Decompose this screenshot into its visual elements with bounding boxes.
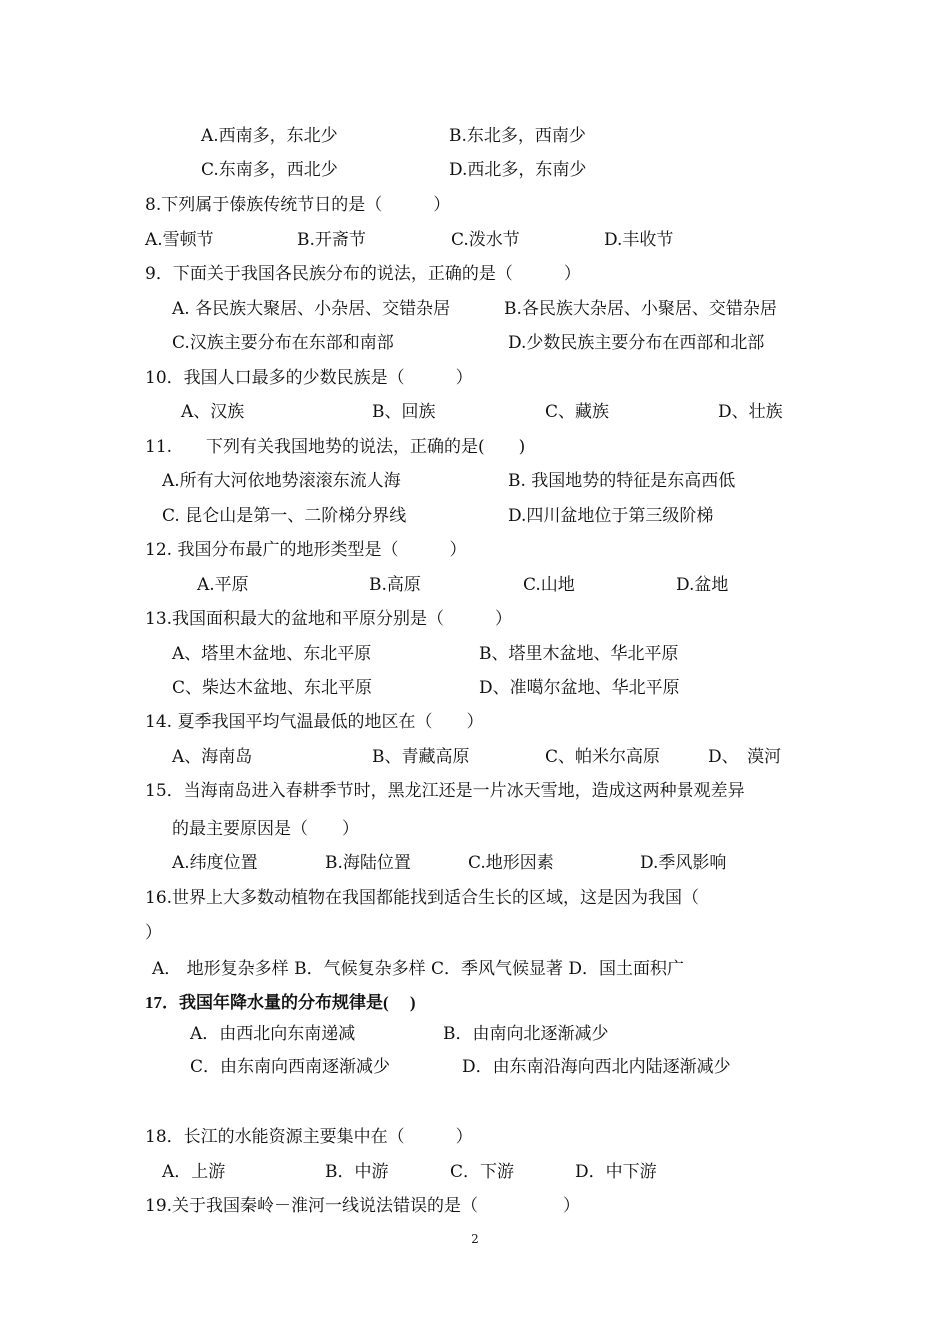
q10-stem: 10．我国人口最多的少数民族是（ ） <box>145 368 473 388</box>
q8-stem: 8.下列属于傣族传统节日的是（ ） <box>145 195 451 215</box>
q13-option-a: A、塔里木盆地、东北平原 <box>172 644 372 664</box>
q12-option-c: C.山地 <box>523 575 575 595</box>
q7-option-b: B.东北多，西南少 <box>449 126 586 146</box>
q15-option-b: B.海陆位置 <box>325 853 411 873</box>
q17-option-b: B．由南向北逐渐减少 <box>443 1024 609 1044</box>
q13-option-b: B、塔里木盆地、华北平原 <box>479 644 679 664</box>
q18-option-b: B．中游 <box>325 1162 389 1182</box>
q10-option-a: A、汉族 <box>181 402 245 422</box>
q16-stem-line1: 16.世界上大多数动植物在我国都能找到适合生长的区域，这是因为我国（ <box>145 888 700 908</box>
q18-option-c: C．下游 <box>450 1162 515 1182</box>
q14-option-b: B、青藏高原 <box>372 747 470 767</box>
q15-option-c: C.地形因素 <box>468 853 554 873</box>
q9-option-c: C.汉族主要分布在东部和南部 <box>172 333 394 353</box>
q17-option-a: A．由西北向东南递减 <box>190 1024 356 1044</box>
q16-stem-line2: ） <box>145 923 162 943</box>
q8-option-b: B.开斋节 <box>297 230 366 250</box>
q7-option-a: A.西南多，东北少 <box>201 126 338 146</box>
q11-option-d: D.四川盆地位于第三级阶梯 <box>508 506 714 526</box>
q16-options: A． 地形复杂多样 B．气候复杂多样 C．季风气候显著 D．国土面积广 <box>152 959 685 979</box>
q14-option-d: D、 漠河 <box>708 747 782 767</box>
q14-option-c: C、帕米尔高原 <box>545 747 661 767</box>
q9-option-d: D.少数民族主要分布在西部和北部 <box>508 333 765 353</box>
q7-option-c: C.东南多，西北少 <box>201 160 338 180</box>
q9-option-a: A. 各民族大聚居、小杂居、交错杂居 <box>172 299 451 319</box>
q10-option-b: B、回族 <box>372 402 436 422</box>
q17-option-d: D．由东南沿海向西北内陆逐渐减少 <box>462 1057 731 1077</box>
q12-option-a: A.平原 <box>197 575 249 595</box>
q17-option-c: C．由东南向西南逐渐减少 <box>190 1057 391 1077</box>
q8-option-d: D.丰收节 <box>604 230 674 250</box>
q10-option-c: C、藏族 <box>545 402 610 422</box>
q19-stem: 19.关于我国秦岭－淮河一线说法错误的是（ ） <box>145 1196 581 1216</box>
q12-option-d: D.盆地 <box>676 575 729 595</box>
q9-stem: 9．下面关于我国各民族分布的说法，正确的是（ ） <box>145 264 581 284</box>
q8-option-a: A.雪顿节 <box>145 230 214 250</box>
q10-option-d: D、壮族 <box>718 402 783 422</box>
q13-option-d: D、准噶尔盆地、华北平原 <box>479 678 680 698</box>
q17-stem: 17．我国年降水量的分布规律是( ) <box>145 993 416 1012</box>
q14-option-a: A、海南岛 <box>172 747 253 767</box>
q12-stem: 12. 我国分布最广的地形类型是（ ） <box>145 540 467 560</box>
q14-stem: 14. 夏季我国平均气温最低的地区在（ ） <box>145 712 484 732</box>
q18-option-d: D．中下游 <box>575 1162 657 1182</box>
q18-option-a: A．上游 <box>162 1162 226 1182</box>
q18-stem: 18．长江的水能资源主要集中在（ ） <box>145 1127 473 1147</box>
q15-stem-line2: 的最主要原因是（ ） <box>172 819 359 839</box>
q13-option-c: C、柴达木盆地、东北平原 <box>172 678 373 698</box>
q15-option-a: A.纬度位置 <box>172 853 258 873</box>
q13-stem: 13.我国面积最大的盆地和平原分别是（ ） <box>145 609 513 629</box>
q11-stem: 11. 下列有关我国地势的说法，正确的是( ) <box>145 437 526 457</box>
q15-stem-line1: 15．当海南岛进入春耕季节时，黑龙江还是一片冰天雪地，造成这两种景观差异 <box>145 781 745 801</box>
q11-option-b: B. 我国地势的特征是东高西低 <box>508 471 736 491</box>
q11-option-a: A.所有大河依地势滚滚东流人海 <box>162 471 401 491</box>
page-number: 2 <box>471 1232 479 1246</box>
q8-option-c: C.泼水节 <box>451 230 520 250</box>
q15-option-d: D.季风影响 <box>640 853 727 873</box>
q7-option-d: D.西北多，东南少 <box>449 160 587 180</box>
q9-option-b: B.各民族大杂居、小聚居、交错杂居 <box>504 299 777 319</box>
q11-option-c: C. 昆仑山是第一、二阶梯分界线 <box>162 506 407 526</box>
q12-option-b: B.高原 <box>369 575 421 595</box>
